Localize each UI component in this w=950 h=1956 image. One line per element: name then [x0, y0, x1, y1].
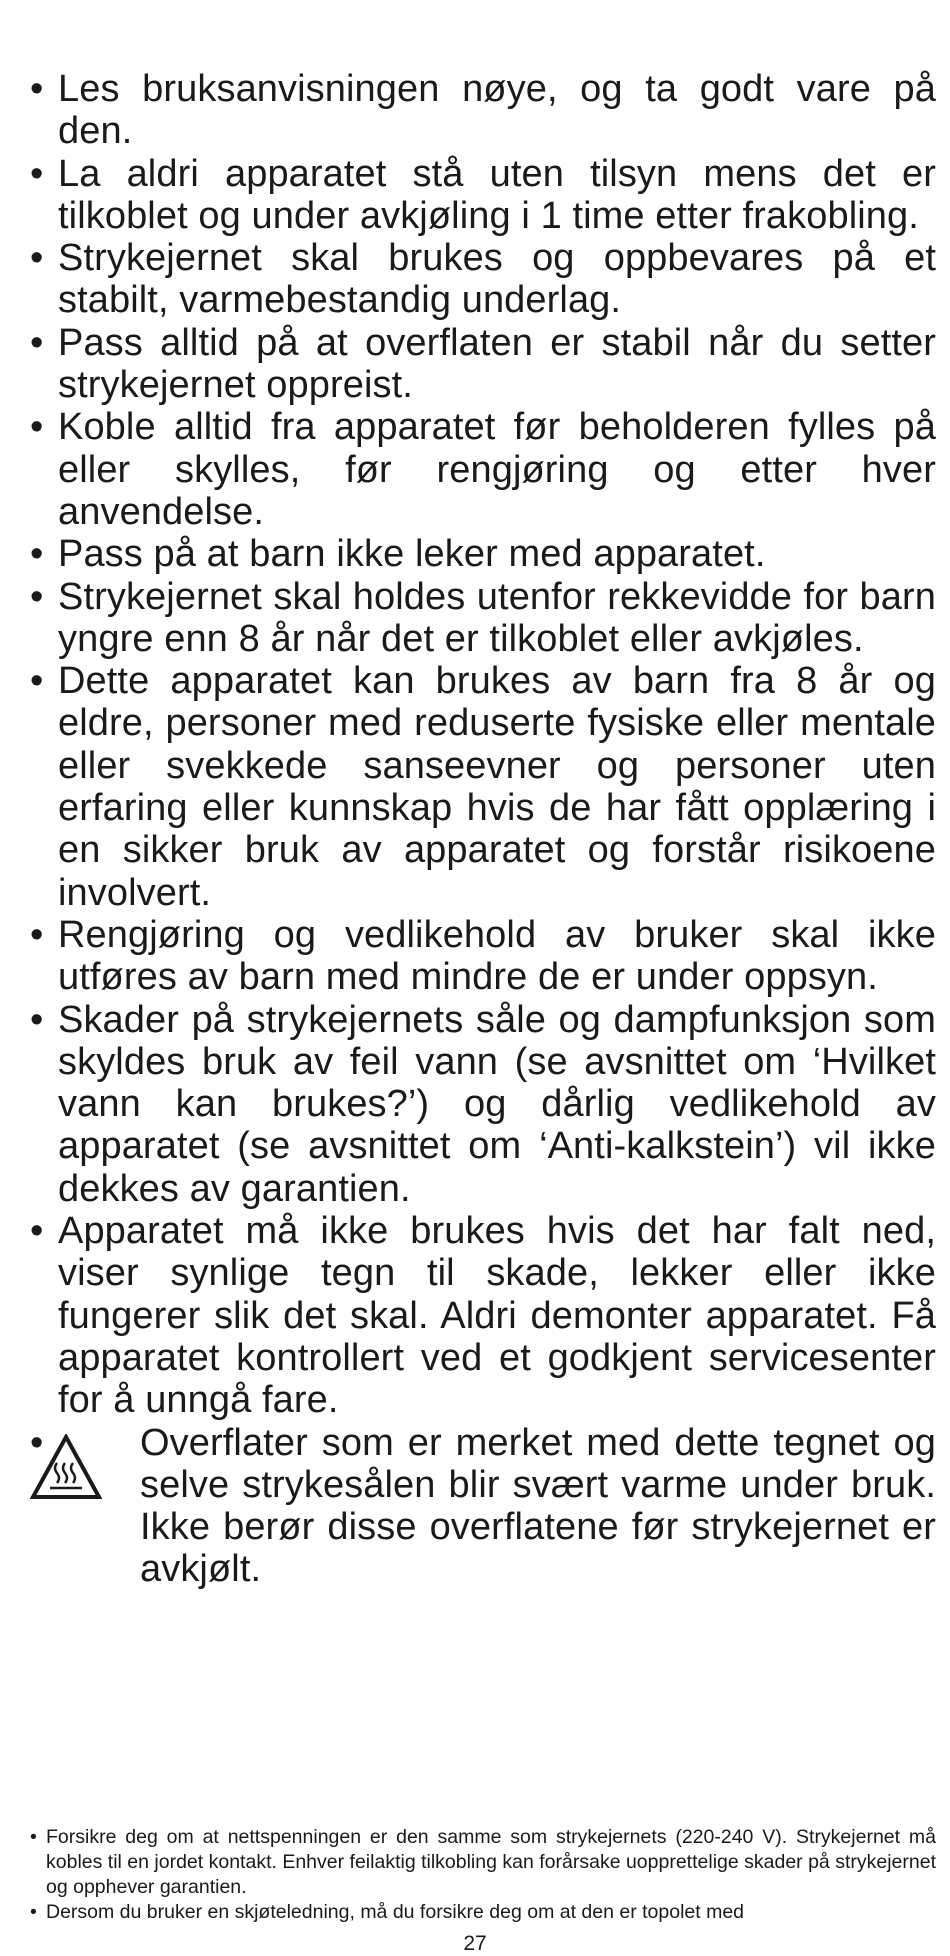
list-item [30, 660, 936, 914]
page-number: 27 [463, 1932, 487, 1955]
list-item [30, 322, 936, 407]
bullet: • [30, 533, 44, 576]
list-item [30, 1825, 936, 1900]
bullet: • [30, 1826, 37, 1848]
list-item [30, 576, 936, 661]
instruction-text: Skader på strykejernets såle og dampfunksjon som skyldes bruk av feil vann (se avsnittet om ‘Hvilket vann kan brukes?’) og dårlig vedlikehold av apparatet (se avsnittet om ‘Anti-kalkstein’) vil ikke dekkes av garantien. [58, 998, 936, 1210]
bullet: • [30, 321, 44, 364]
bullet: • [30, 998, 44, 1041]
list-item [30, 406, 936, 533]
bullet: • [30, 152, 44, 195]
list-item [30, 68, 936, 153]
bullet: • [30, 406, 44, 449]
instruction-text: Dette apparatet kan brukes av barn fra 8 år og eldre, personer med reduserte fysiske eller mentale eller svekkede sanseevner og personer uten erfaring eller kunnskap hvis de har fått opplæring i en sikker bruk av apparatet og forstår risikoene involvert. [58, 660, 936, 914]
bullet: • [30, 913, 44, 956]
bullet: • [30, 1210, 44, 1253]
bullet: • [30, 575, 44, 618]
list-item [30, 999, 936, 1210]
instruction-text: Strykejernet skal brukes og oppbevares på et stabilt, varmebestandig underlag. [58, 237, 936, 322]
bullet: • [30, 68, 44, 110]
list-item [30, 237, 936, 322]
electrical-notes-list [30, 1825, 936, 1925]
instruction-text: Les bruksanvisningen nøye, og ta godt vare på den. [58, 68, 936, 153]
list-item [30, 153, 936, 238]
list-item [30, 1210, 936, 1421]
bullet: • [30, 1421, 44, 1464]
instruction-text: Rengjøring og vedlikehold av bruker skal ikke utføres av barn med mindre de er under oppsyn. [58, 913, 936, 999]
list-item [30, 914, 936, 999]
list-item [30, 533, 936, 575]
instruction-text: Koble alltid fra apparatet før beholderen fylles på eller skylles, før rengjøring og etter hver anvendelse. [58, 406, 936, 533]
note-text: Dersom du bruker en skjøteledning, må du forsikre deg om at den er topolet med [46, 1901, 745, 1923]
warning-item [30, 1422, 936, 1591]
safety-instructions-list [30, 68, 936, 1591]
instruction-text: Pass alltid på at overflaten er stabil når du setter strykejernet oppreist. [58, 321, 936, 407]
bullet: • [30, 237, 44, 280]
list-item [30, 1900, 936, 1925]
hot-surface-warning [30, 1422, 936, 1591]
instruction-text: La aldri apparatet stå uten tilsyn mens det er tilkoblet og under avkjøling i 1 time etter frakobling. [58, 152, 936, 237]
instruction-text: Apparatet må ikke brukes hvis det har falt ned, viser synlige tegn til skade, lekker eller ikke fungerer slik det skal. Aldri demonter apparatet. Få apparatet kontrollert ved et godkjent servicesenter for å unngå fare. [58, 1210, 936, 1422]
instruction-text: Strykejernet skal holdes utenfor rekkevidde for barn yngre enn 8 år når det er tilkoblet eller avkjøles. [58, 575, 936, 660]
bullet: • [30, 660, 44, 703]
instruction-text: Pass på at barn ikke leker med apparatet. [58, 533, 766, 576]
note-text: Forsikre deg om at nettspenningen er den samme som strykejernets (220-240 V). Strykejernet må kobles til en jordet kontakt. Enhver feilaktig tilkobling kan forårsake uopprettelige skader på strykejernet og opphever garantien. [46, 1826, 936, 1898]
warning-text: Overflater som er merket med dette tegnet og selve strykesålen blir svært varme under bruk. Ikke berør disse overflatene før strykejernet er avkjølt. [140, 1421, 936, 1591]
bullet: • [30, 1901, 37, 1923]
